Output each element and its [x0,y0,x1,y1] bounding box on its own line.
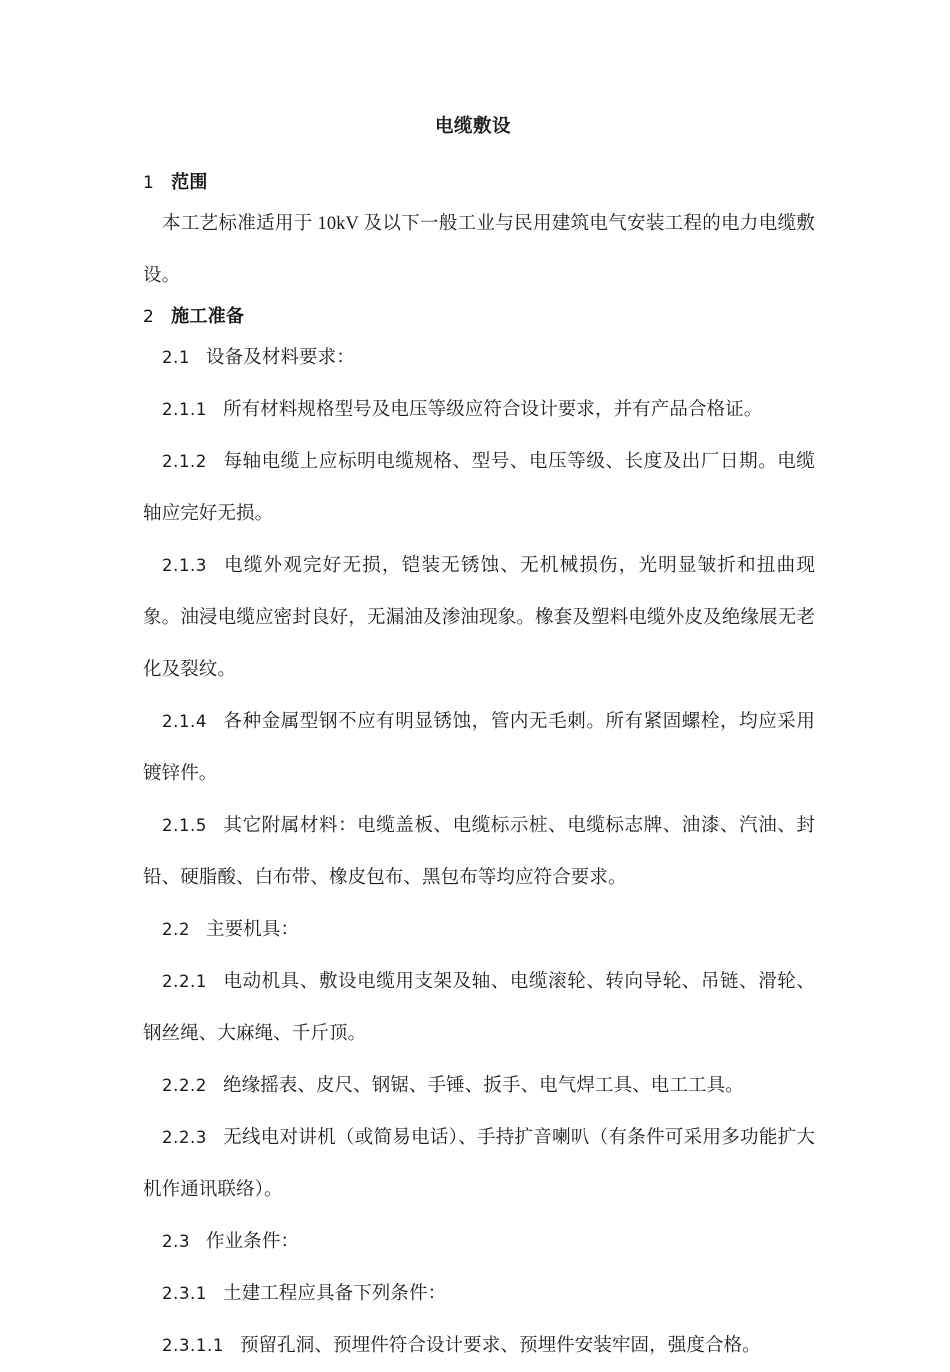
clause-text-2-3: 作业条件： [206,1232,300,1252]
clause-2-1-3 [143,540,815,696]
clause-2-3-1-1 [143,1320,815,1372]
clause-2-2 [143,904,815,956]
spacer [143,158,815,168]
clause-label-2-3-1-1: 2.3.1.1 [162,1336,224,1355]
clause-text-2-3-1-1: 预留孔洞、预埋件符合设计要求、预埋件安装牢固，强度合格。 [239,1336,761,1356]
clause-2-3 [143,1216,815,1268]
clause-2-2-3 [143,1112,815,1216]
clause-text-2-2-2: 绝缘摇表、皮尺、钢锯、手锤、扳手、电气焊工具、电工工具。 [222,1076,744,1096]
clause-label-2-1-5: 2.1.5 [162,816,207,835]
clause-label-2-1: 2.1 [162,348,191,367]
section-title-2: 施工准备 [171,306,245,327]
clause-label-2-3: 2.3 [162,1232,191,1251]
clause-label-2-1-2: 2.1.2 [162,452,207,471]
clause-label-2-2-3: 2.2.3 [162,1128,207,1147]
clause-text-2-2-3: 无线电对讲机（或简易电话）、手持扩音喇叭（有条件可采用多功能扩大机作通讯联络）。 [143,1128,815,1200]
clause-label-2-2-2: 2.2.2 [162,1076,207,1095]
clause-2-1-4 [143,696,815,800]
section-number-1: 1 [143,173,155,193]
clause-label-2-2-1: 2.2.1 [162,972,207,991]
clause-label-2-1-3: 2.1.3 [162,556,207,575]
section-title-1: 范围 [171,172,208,193]
clause-text-2-1: 设备及材料要求： [206,348,355,368]
document-content [143,112,815,1372]
clause-text-2-1-2: 每轴电缆上应标明电缆规格、型号、电压等级、长度及出厂日期。电缆轴应完好无损。 [143,452,815,524]
clause-text-2-1-3: 电缆外观完好无损，铠装无锈蚀、无机械损伤，光明显皱折和扭曲现象。油浸电缆应密封良好，无漏油及渗油现象。橡套及塑料电缆外皮及绝缘展无老化及裂纹。 [143,556,815,680]
clause-label-2-3-1: 2.3.1 [162,1284,207,1303]
clause-label-2-1-4: 2.1.4 [162,712,207,731]
clause-2-1-5 [143,800,815,904]
section-number-2: 2 [143,307,155,327]
page-title: 电缆敷设 [434,117,511,137]
clause-2-1 [143,332,815,384]
paragraph-scope-body: 本工艺标准适用于 10kV 及以下一般工业与民用建筑电气安装工程的电力电缆敷设。 [143,214,815,286]
clause-label-2-1-1: 2.1.1 [162,400,207,419]
section-heading-1 [143,168,815,198]
clause-text-2-1-5: 其它附属材料：电缆盖板、电缆标示桩、电缆标志牌、油漆、汽油、封铅、硬脂酸、白布带、橡皮包布、黑包布等均应符合要求。 [143,816,815,888]
clause-label-2-2: 2.2 [162,920,191,939]
clause-2-3-1 [143,1268,815,1320]
clause-2-2-2 [143,1060,815,1112]
clause-text-2-2-1: 电动机具、敷设电缆用支架及轴、电缆滚轮、转向导轮、吊链、滑轮、钢丝绳、大麻绳、千斤顶。 [143,972,815,1044]
clause-2-1-2 [143,436,815,540]
clause-text-2-3-1: 土建工程应具备下列条件： [222,1284,447,1304]
clause-text-2-1-1: 所有材料规格型号及电压等级应符合设计要求，并有产品合格证。 [222,400,763,420]
clause-2-1-1 [143,384,815,436]
section-heading-2 [143,302,815,332]
clause-text-2-2: 主要机具： [206,920,300,940]
clause-text-2-1-4: 各种金属型钢不应有明显锈蚀，管内无毛刺。所有紧固螺栓，均应采用镀锌件。 [143,712,815,784]
clause-2-2-1 [143,956,815,1060]
